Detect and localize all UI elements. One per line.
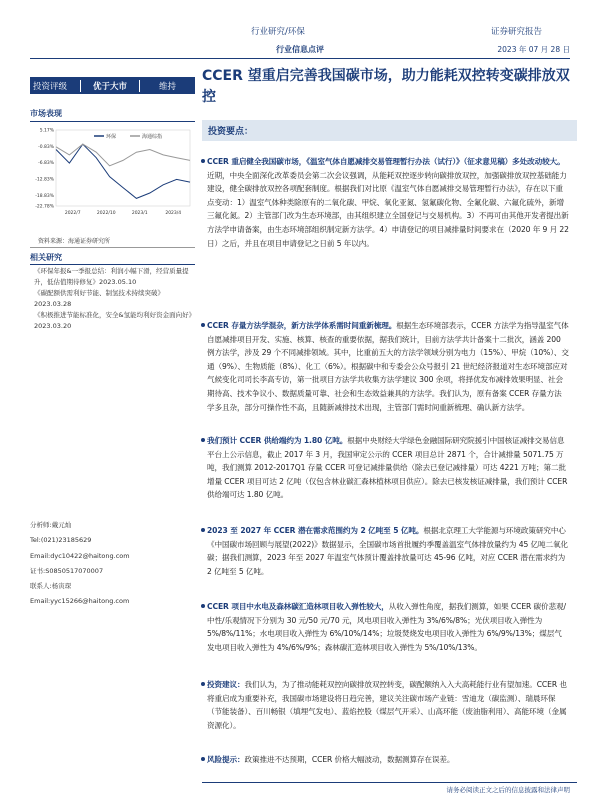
- paragraph-lead: CCER 项目中水电及森林碳汇造林项目收入弹性较大，: [207, 602, 389, 611]
- x-tick-label: 2022/10: [96, 211, 116, 216]
- investment-rating: [30, 77, 195, 94]
- y-tick-label: -22.78%: [35, 204, 54, 210]
- related-item[interactable]: 《积极推进节能标准化，安全&氢能均利好资金面向好》2023.03.20: [34, 311, 192, 330]
- paragraph: [207, 434, 569, 502]
- related-title: 相关研究: [30, 253, 62, 262]
- analyst-tel: Tel:(021)23185629: [30, 536, 92, 545]
- analyst-email[interactable]: Email:dyc10422@haitong.com: [30, 551, 130, 560]
- market-divider: [30, 121, 195, 122]
- plot-area: [56, 130, 190, 206]
- market-chart: [30, 128, 195, 228]
- header-divider: [30, 58, 570, 59]
- paragraph: [207, 319, 569, 414]
- paragraph-body: 近期，中央全面深化改革委员会第二次会议强调，从能耗双控逐步转向碳排放双控，加强碳排放双控基础能力建设，健全碳排放双控各项配套制度。根据我们对比原《温室气体自愿减排交易管理暂行办法》，存在以下重点变动：1）温室气体种类除原有的二氧化碳、甲烷、氧化亚氮、氢氟碳化物、全氟化碳、六氟化硫外，新增三氟化氮。2）主管部门改为生态环境部，由其组织建立全国登记与交易机构。3）不再可由其他开发者提出新方法学申请备案，由生态环境部组织制定新方法学。4）申请登记的项目减排量时间要求在（2020 年 9 月 22 日）之后，并且在项目申请登记之日前 5 年以内。: [207, 170, 569, 248]
- paragraph-lead: 投资建议：: [207, 680, 245, 689]
- paragraph-lead: CCER 重启健全我国碳市场，《温室气体自愿减排交易管理暂行办法（试行）》（征求意见稿）多处改动较大。: [207, 157, 565, 166]
- rating-label: 投资评级: [33, 81, 68, 92]
- legend-label-index: 海通综指: [142, 134, 163, 140]
- report-type: 证券研究报告: [490, 27, 542, 37]
- market-title: 市场表现: [30, 109, 62, 118]
- bullet-icon: [201, 528, 205, 532]
- contact-email[interactable]: Email:yyc15266@haitong.com: [30, 597, 130, 606]
- series-line-huanbao: [56, 144, 190, 198]
- x-tick-label: 2023/4: [165, 211, 182, 216]
- analyst-info: [30, 518, 195, 610]
- bullet-icon: [201, 604, 205, 608]
- paragraph-body: 政策推进不达预期，CCER 价格大幅波动，数据测算存在误差。: [244, 755, 455, 764]
- rating-action: 维持: [158, 81, 176, 92]
- y-tick-label: -0.83%: [38, 144, 54, 150]
- rating-value: 优于大市: [80, 80, 140, 92]
- report-subtitle: 行业信息点评: [276, 45, 324, 54]
- key-points-header: 投资要点：: [202, 120, 577, 141]
- y-tick-label: -18.83%: [35, 193, 54, 199]
- footer-divider: [202, 782, 577, 783]
- paragraph-lead: 2023 至 2027 年 CCER 潜在需求范围约为 2 亿吨至 5 亿吨。: [207, 526, 424, 535]
- related-item[interactable]: 《碳配额供需利好节能、制氢技术持续突破》2023.03.28: [34, 289, 164, 308]
- paragraph-lead: 风险提示：: [207, 755, 245, 764]
- series-line-index: [56, 144, 190, 166]
- analyst-cert: 证书:S0850517070007: [30, 566, 104, 575]
- legend-label-huanbao: 环保: [106, 134, 117, 140]
- x-tick-label: 2022/7: [64, 211, 81, 216]
- analyst-name: 分析师:戴元灿: [30, 521, 72, 529]
- bullet-icon: [201, 682, 205, 686]
- bullet-icon: [201, 757, 205, 761]
- related-divider: [30, 264, 195, 265]
- y-tick-label: 5.17%: [39, 128, 54, 134]
- x-tick-label: 2023/1: [131, 211, 148, 216]
- paragraph-body: 我们认为，为了推动能耗双控向碳排放双控转变，碳配额纳入入大高耗能行业有望加速。CCER 也将重启成为重要补充，我国碳市场建设将日趋完善，建议关注碳市场产业链：雪迪龙（碳监测）、瑞晨环保（节能装备）、百川畅银（填埋气发电）、蓝焰控股（煤层气开采）、山高环能（废油脂利用）、高能环境（金属资源化）。: [207, 680, 567, 730]
- footer-note: 请务必阅读正文之后的信息披露和法律声明: [446, 786, 570, 794]
- paragraph-lead: 我们预计 CCER 供给端约为 1.80 亿吨。: [207, 436, 348, 445]
- report-date: 2023 年 07 月 28 日: [497, 45, 570, 54]
- bullet-icon: [201, 438, 205, 442]
- paragraph: [207, 753, 569, 767]
- y-tick-label: -12.83%: [35, 177, 54, 183]
- paragraph: [207, 524, 569, 578]
- section-divider: [30, 247, 195, 248]
- related-list: [34, 266, 194, 332]
- contact-name: 联系人:杨寅琛: [30, 582, 72, 591]
- paragraph: [207, 155, 569, 250]
- paragraph: [207, 678, 569, 732]
- report-section: 行业研究/环保: [251, 27, 305, 37]
- chart-source: 资料来源：海通证券研究所: [38, 238, 111, 245]
- paragraph-body: 从收入弹性角度，据我们测算，如果 CCER 碳价悲观/中性/乐观情况下分别为 30 元/50 元/70 元，风电项目收入弹性为 3%/6%/8%；光伏项目收入弹性为 5%/8%/11%；水电项目收入弹性为 6%/10%/14%；垃圾焚烧发电项目收入弹性为 6%/9%/13%；煤层气发电项目收入弹性为 4%/6%/9%；森林碳汇造林项目收入弹性为 5%/10%/13%。: [207, 602, 566, 652]
- related-item[interactable]: 《环保年报&一季报总结：利润小幅下滑，经营质量提升，低估值期待修复》2023.05.10: [34, 267, 189, 286]
- bullet-icon: [201, 159, 205, 163]
- bullet-icon: [201, 323, 205, 327]
- paragraph-body: 根据生态环境部表示，CCER 方法学为指导温室气体自愿减排项目开发、实施、核算、核查的重要依据，据我们统计，目前方法学共计备案十二批次，涵盖 200 例方法学，涉及 29 个不同减排领域。其中，比重前五大的方法学领域分别为电力（15%）、甲烷（10%）、交通（9%）、生物质能（8%）、化工（6%）。根据碳中和专委会公众号报引 21 世纪经济报道对生态环境部应对气候变化司司长李高专访，第一批项目方法学共收集方法学建议 300 余项，将择优发布减排效果明显、社会期待高、技术争议小、数据质量可靠、社会和生态效益兼具的方法学。我们认为，原有备案 CCER 存量方法学多且杂，部分可操作性不高，且随新减排技术出现，主管部门需时间重新梳理、确认新方法学。: [207, 321, 569, 412]
- report-title: CCER 望重启完善我国碳市场，助力能耗双控转变碳排放双控: [202, 68, 570, 105]
- paragraph-body: 根据中央财经大学绿色金融国际研究院援引中国核证减排交易信息平台上公示信息，截止 2017 年 3 月，我国审定公示的 CCER 项目总计 2871 个，合计减排量 5071.75 万吨，我们测算 2012-2017Q1 存量 CCER 可登记减排量供给（除去已登记减排量）可达 4221 万吨；第二批增量 CCER 项目可达 2 亿吨（仅包含林业碳汇森林植林项目供应）。除去已核发核证减排量，我们预计 CCER 供给端可达 1.80 亿吨。: [207, 436, 568, 500]
- paragraph-lead: CCER 存量方法学混杂，新方法学体系需时间重新梳理。: [207, 321, 397, 330]
- y-tick-label: -6.83%: [38, 161, 54, 167]
- paragraph: [207, 600, 569, 654]
- paragraph-body: 根据北京理工大学能源与环境政策研究中心《中国碳市场回顾与展望(2022)》数据显示，全国碳市场首批履约季覆盖温室气体排放量约为 45 亿吨二氧化碳；据我们测算，2023 年至 2027 年温室气体预计覆盖排放量可达 45-96 亿吨，对应 CCER 潜在需求约为 2 亿吨至 5 亿吨。: [207, 526, 568, 576]
